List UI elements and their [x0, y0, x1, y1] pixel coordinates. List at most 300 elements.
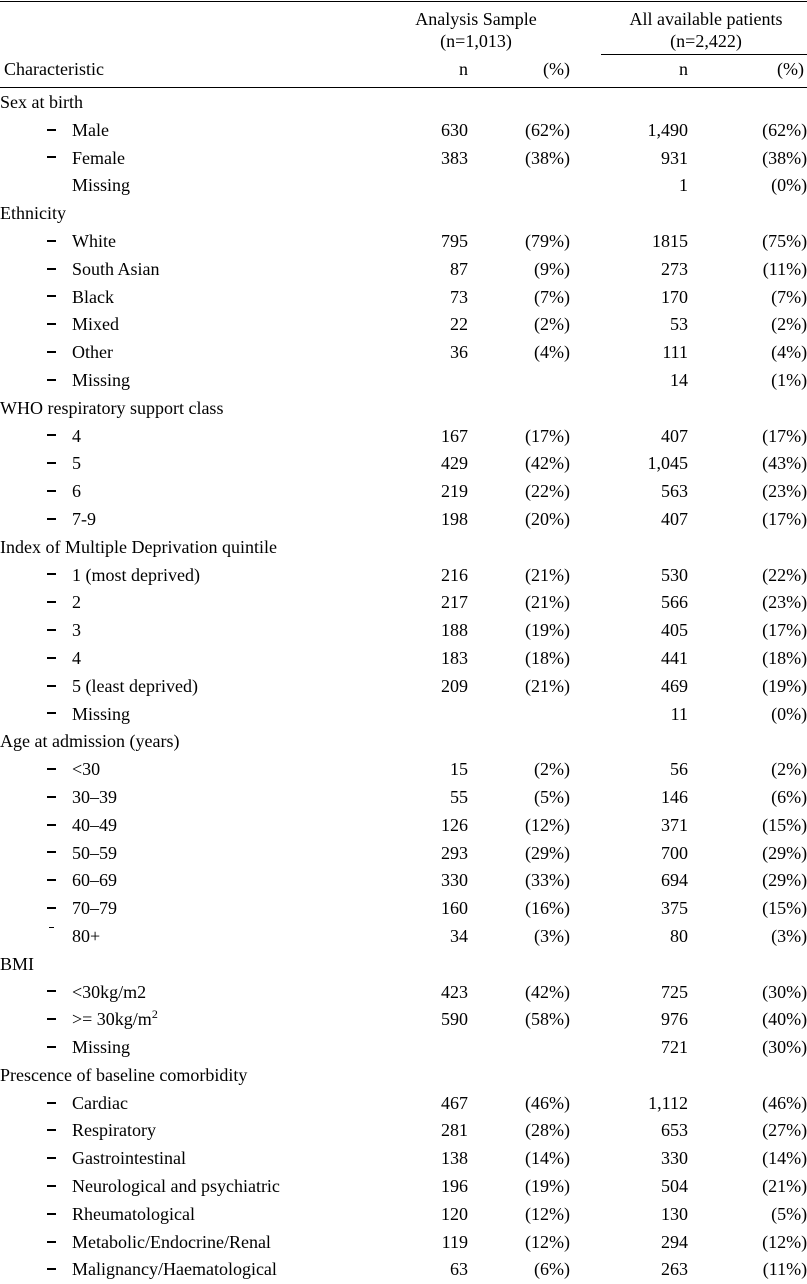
bullet-cell: [30, 1090, 72, 1118]
table-row: [0, 923, 807, 951]
cell-n1: 209: [441, 675, 468, 696]
cell-p2: (30%): [762, 981, 807, 1002]
bullet-cell: [30, 1201, 72, 1229]
row-label-cell: [72, 172, 400, 200]
bullet-cell: [30, 1229, 72, 1257]
table-row: [0, 979, 807, 1007]
row-label-cell: [72, 895, 400, 923]
bullet-cell: [30, 311, 72, 339]
cell-p1: (58%): [525, 1009, 570, 1030]
indent-cell: [0, 1034, 30, 1062]
row-label-cell: [72, 117, 400, 145]
indent-cell: [0, 228, 30, 256]
column-header-pct2: (%): [777, 59, 804, 79]
cell-n1: 590: [441, 1009, 468, 1030]
bullet-cell: [30, 367, 72, 395]
bullet-cell: [30, 423, 72, 451]
dash-icon: [47, 1268, 56, 1270]
row-label: 70–79: [72, 898, 117, 919]
dash-icon: [47, 462, 56, 464]
table-row: [0, 450, 807, 478]
table-row: [0, 867, 807, 895]
category-row: [0, 534, 807, 562]
bullet-cell: [30, 562, 72, 590]
bullet-cell: [30, 645, 72, 673]
row-label-cell: [72, 339, 400, 367]
superscript: 2: [151, 1007, 158, 1022]
cell-p1: (22%): [525, 481, 570, 502]
cell-p1: [468, 172, 570, 200]
cell-p2: (6%): [771, 786, 807, 807]
row-label: Other: [72, 342, 113, 363]
row-label: Missing: [72, 175, 131, 196]
cell-n1: 119: [441, 1231, 468, 1252]
cell-n2: 566: [661, 592, 688, 613]
cell-p2: (3%): [771, 925, 807, 946]
cell-p1: (29%): [525, 842, 570, 863]
dash-icon: [47, 156, 56, 158]
cell-n2: 563: [661, 481, 688, 502]
row-label: Respiratory: [72, 1120, 156, 1141]
row-label-cell: [72, 701, 400, 729]
cell-n1: 429: [441, 453, 468, 474]
group-header-all-count: (n=2,422): [670, 31, 742, 51]
cell-n2: 441: [661, 647, 688, 668]
row-label-cell: [72, 979, 400, 1007]
table-row: [0, 145, 807, 173]
indent-cell: [0, 145, 30, 173]
dash-icon: [49, 927, 54, 928]
cell-p2: (7%): [771, 286, 807, 307]
cell-n1: 15: [450, 759, 468, 780]
indent-cell: [0, 784, 30, 812]
bullet-cell: [30, 867, 72, 895]
cell-p2: (1%): [771, 369, 807, 390]
dash-icon: [47, 657, 56, 659]
cell-p2: (5%): [771, 1203, 807, 1224]
cell-n2: 407: [661, 425, 688, 446]
cell-p1: (21%): [525, 564, 570, 585]
dash-icon: [47, 379, 56, 381]
table-row: [0, 117, 807, 145]
row-label-cell: [72, 867, 400, 895]
cell-p1: (20%): [525, 508, 570, 529]
category-row: [0, 200, 807, 228]
dash-icon: [47, 295, 56, 297]
row-label: Metabolic/Endocrine/Renal: [72, 1231, 271, 1252]
cell-n2: 263: [661, 1259, 688, 1280]
row-label: Gastrointestinal: [72, 1148, 186, 1169]
top-rule: [0, 1, 807, 2]
category-label: Index of Multiple Deprivation quintile: [0, 536, 277, 557]
row-label: 2: [72, 592, 81, 613]
bullet-cell: [30, 284, 72, 312]
cell-p1: (2%): [534, 759, 570, 780]
cell-n1: 36: [450, 342, 468, 363]
table-row: [0, 895, 807, 923]
indent-cell: [0, 1117, 30, 1145]
row-label: <30kg/m2: [72, 981, 147, 1002]
indent-cell: [0, 117, 30, 145]
indent-cell: [0, 979, 30, 1007]
dash-icon: [47, 990, 56, 992]
cell-n1: 188: [441, 620, 468, 641]
cell-n1: 138: [441, 1148, 468, 1169]
cell-p2: (23%): [762, 592, 807, 613]
cell-p1: [468, 1034, 570, 1062]
cell-p2: (2%): [771, 314, 807, 335]
cell-p1: (2%): [534, 314, 570, 335]
bullet-cell: [30, 1006, 72, 1034]
cell-n1: 795: [441, 230, 468, 251]
cell-p2: (11%): [762, 1259, 807, 1280]
dash-icon: [47, 490, 56, 492]
cell-n2: 146: [661, 786, 688, 807]
row-label-cell: [72, 1034, 400, 1062]
cell-n2: 1815: [652, 230, 688, 251]
indent-cell: [0, 339, 30, 367]
table-row: [0, 1201, 807, 1229]
cell-p1: (6%): [534, 1259, 570, 1280]
indent-cell: [0, 673, 30, 701]
table-row: [0, 784, 807, 812]
dash-icon: [47, 1102, 56, 1104]
cell-p2: (17%): [762, 508, 807, 529]
group-underline-rule: [601, 54, 807, 55]
cell-n1: 87: [450, 258, 468, 279]
table-row: [0, 1090, 807, 1118]
row-label-cell: [72, 812, 400, 840]
dash-icon: [47, 601, 56, 603]
bullet-cell: [30, 478, 72, 506]
cell-n2: 11: [670, 703, 688, 724]
row-label-cell: [72, 478, 400, 506]
row-label-cell: [72, 256, 400, 284]
cell-p1: (7%): [534, 286, 570, 307]
indent-cell: [0, 506, 30, 534]
row-label: Missing: [72, 369, 131, 390]
bullet-cell: [30, 1117, 72, 1145]
indent-cell: [0, 923, 30, 951]
row-label-cell: [72, 284, 400, 312]
row-label-cell: [72, 923, 400, 951]
cell-p1: [468, 701, 570, 729]
cell-p1: (14%): [525, 1148, 570, 1169]
cell-n1: [400, 172, 468, 200]
row-label-cell: [72, 506, 400, 534]
row-label-cell: [72, 1145, 400, 1173]
table-row: [0, 673, 807, 701]
bullet-cell: [30, 339, 72, 367]
cell-p2: (29%): [762, 870, 807, 891]
cell-n1: 120: [441, 1203, 468, 1224]
dash-icon: [47, 1213, 56, 1215]
row-label-cell: [72, 840, 400, 868]
indent-cell: [0, 1201, 30, 1229]
indent-cell: [0, 423, 30, 451]
cell-p1: (46%): [525, 1092, 570, 1113]
cell-n1: 630: [441, 119, 468, 140]
row-label-cell: [72, 367, 400, 395]
dash-icon: [47, 1157, 56, 1159]
row-label: 60–69: [72, 870, 117, 891]
cell-p1: (33%): [525, 870, 570, 891]
cell-n1: [400, 701, 468, 729]
dash-icon: [47, 323, 56, 325]
cell-n1: 73: [450, 286, 468, 307]
cell-n1: 216: [441, 564, 468, 585]
row-label-cell: [72, 1173, 400, 1201]
row-label: Missing: [72, 1037, 131, 1058]
indent-cell: [0, 812, 30, 840]
indent-cell: [0, 589, 30, 617]
cell-n1: 126: [441, 814, 468, 835]
cell-p1: (16%): [525, 898, 570, 919]
cell-n1: 63: [450, 1259, 468, 1280]
bullet-cell: [30, 923, 72, 951]
cell-n1: [400, 1034, 468, 1062]
bullet-cell: [30, 701, 72, 729]
cell-n2: 407: [661, 508, 688, 529]
category-label: Prescence of baseline comorbidity: [0, 1064, 248, 1085]
cell-n2: 725: [661, 981, 688, 1002]
dash-icon: [47, 434, 56, 436]
row-label: 4: [72, 647, 81, 668]
row-label-cell: [72, 145, 400, 173]
cell-n1: 423: [441, 981, 468, 1002]
bullet-cell: [30, 840, 72, 868]
row-label-cell: [72, 311, 400, 339]
cell-n1: 22: [450, 314, 468, 335]
row-label: South Asian: [72, 258, 160, 279]
cell-p1: (9%): [534, 258, 570, 279]
cell-p1: [468, 367, 570, 395]
dash-icon: [47, 518, 56, 520]
row-label-cell: [72, 1117, 400, 1145]
indent-cell: [0, 1229, 30, 1257]
category-label: Ethnicity: [0, 203, 66, 224]
dash-icon: [47, 796, 56, 798]
cell-n2: 294: [661, 1231, 688, 1252]
indent-cell: [0, 450, 30, 478]
row-label-cell: [72, 450, 400, 478]
cell-n1: 383: [441, 147, 468, 168]
bullet-cell: [30, 589, 72, 617]
indent-cell: [0, 1173, 30, 1201]
cell-p2: (15%): [762, 898, 807, 919]
category-label: Sex at birth: [0, 92, 83, 112]
row-label: 80+: [72, 925, 101, 946]
row-label: >= 30kg/m: [72, 1009, 152, 1030]
cell-p1: (19%): [525, 1176, 570, 1197]
cell-n1: 167: [441, 425, 468, 446]
category-row: [0, 1062, 807, 1090]
table-row: [0, 1145, 807, 1173]
cell-n1: 330: [441, 870, 468, 891]
cell-p2: (19%): [762, 675, 807, 696]
cell-n2: 56: [670, 759, 688, 780]
row-label: Neurological and psychiatric: [72, 1176, 280, 1197]
dash-icon: [47, 573, 56, 575]
header-bottom-rule: [0, 87, 807, 88]
category-label: BMI: [0, 953, 35, 974]
indent-cell: [0, 367, 30, 395]
cell-p1: (38%): [525, 147, 570, 168]
cell-n2: 530: [661, 564, 688, 585]
dash-icon: [47, 268, 56, 270]
category-row: [0, 89, 807, 117]
cell-n1: 219: [441, 481, 468, 502]
cell-n2: 273: [661, 258, 688, 279]
cell-p1: (4%): [534, 342, 570, 363]
cell-n1: 281: [441, 1120, 468, 1141]
cell-p2: (62%): [762, 119, 807, 140]
table-row: [0, 562, 807, 590]
bullet-cell: [30, 256, 72, 284]
table-row: [0, 506, 807, 534]
bullet-cell: [30, 506, 72, 534]
cell-p1: (12%): [525, 1203, 570, 1224]
indent-cell: [0, 256, 30, 284]
bullet-cell: [30, 1034, 72, 1062]
indent-cell: [0, 478, 30, 506]
column-header-pct1: (%): [543, 59, 570, 79]
cell-n2: 130: [661, 1203, 688, 1224]
cell-p1: (18%): [525, 647, 570, 668]
cell-p1: (12%): [525, 1231, 570, 1252]
row-label-cell: [72, 228, 400, 256]
row-label-cell: [72, 1201, 400, 1229]
group-header-all-title: All available patients: [629, 9, 783, 29]
cell-n2: 375: [661, 898, 688, 919]
dash-icon: [47, 851, 56, 853]
row-label-cell: [72, 756, 400, 784]
row-label: Missing: [72, 703, 131, 724]
dash-icon: [47, 1129, 56, 1131]
category-row: [0, 728, 807, 756]
cell-p1: (12%): [525, 814, 570, 835]
bullet-cell: [30, 450, 72, 478]
table-row: [0, 284, 807, 312]
table-row: [0, 367, 807, 395]
indent-cell: [0, 311, 30, 339]
row-label-cell: [72, 645, 400, 673]
cell-n2: 976: [661, 1009, 688, 1030]
cell-n1: 196: [441, 1176, 468, 1197]
cell-n2: 504: [661, 1176, 688, 1197]
cell-n2: 14: [670, 369, 688, 390]
row-label: 6: [72, 481, 81, 502]
table-row: [0, 756, 807, 784]
cell-n1: 55: [450, 786, 468, 807]
group-header-analysis-title: Analysis Sample: [415, 9, 537, 29]
row-label: Malignancy/Haematological: [72, 1259, 277, 1280]
dash-icon: [47, 240, 56, 242]
cell-p2: (22%): [762, 564, 807, 585]
cell-p2: (46%): [762, 1092, 807, 1113]
row-label-cell: [72, 617, 400, 645]
cell-n1: 160: [441, 898, 468, 919]
table-row: [0, 478, 807, 506]
cell-p1: (17%): [525, 425, 570, 446]
cell-p1: (79%): [525, 230, 570, 251]
cell-p1: (3%): [534, 925, 570, 946]
cell-n2: 931: [661, 147, 688, 168]
cell-n1: 293: [441, 842, 468, 863]
cell-n1: 217: [441, 592, 468, 613]
cell-p2: (15%): [762, 814, 807, 835]
dash-icon: [47, 1185, 56, 1187]
category-label: WHO respiratory support class: [0, 397, 224, 418]
dash-icon: [47, 712, 56, 714]
indent-cell: [0, 1090, 30, 1118]
table-row: [0, 1173, 807, 1201]
row-label: 3: [72, 620, 81, 641]
row-label: <30: [72, 759, 101, 780]
cell-n1: 34: [450, 925, 468, 946]
bullet-cell: [30, 117, 72, 145]
indent-cell: [0, 867, 30, 895]
dash-icon: [47, 129, 56, 131]
row-label: 7-9: [72, 508, 96, 529]
cell-n2: 170: [661, 286, 688, 307]
row-label: Rheumatological: [72, 1203, 195, 1224]
table-row: [0, 589, 807, 617]
cell-p2: (2%): [771, 759, 807, 780]
table-row: [0, 1034, 807, 1062]
cell-n1: 183: [441, 647, 468, 668]
cell-n2: 1,045: [647, 453, 688, 474]
bullet-cell: [30, 1173, 72, 1201]
cell-p2: (0%): [771, 175, 807, 196]
cell-p2: (4%): [771, 342, 807, 363]
bullet-cell: [30, 784, 72, 812]
category-label: Age at admission (years): [0, 731, 180, 752]
cell-p1: (21%): [525, 675, 570, 696]
row-label-cell: [72, 1229, 400, 1257]
cell-n2: 469: [661, 675, 688, 696]
bullet-cell: [30, 673, 72, 701]
cell-p2: (40%): [762, 1009, 807, 1030]
cell-p1: (42%): [525, 981, 570, 1002]
cell-p1: (21%): [525, 592, 570, 613]
column-header-n1: n: [459, 59, 468, 79]
row-label: 30–39: [72, 786, 117, 807]
cell-p1: (28%): [525, 1120, 570, 1141]
cell-p2: (0%): [771, 703, 807, 724]
row-label-cell: [72, 673, 400, 701]
row-label: White: [72, 230, 116, 251]
cell-n2: 371: [661, 814, 688, 835]
cell-n2: 694: [661, 870, 688, 891]
table-row: [0, 1117, 807, 1145]
dash-icon: [47, 685, 56, 687]
cell-n2: 80: [670, 925, 688, 946]
bullet-cell: [30, 172, 72, 200]
cell-n2: 53: [670, 314, 688, 335]
category-row: [0, 395, 807, 423]
table-row: [0, 812, 807, 840]
row-label-cell: [72, 562, 400, 590]
indent-cell: [0, 645, 30, 673]
row-label: 50–59: [72, 842, 117, 863]
row-label: Female: [72, 147, 125, 168]
table-row: [0, 228, 807, 256]
table-row: [0, 840, 807, 868]
column-header-n2: n: [679, 59, 688, 79]
table-row: [0, 617, 807, 645]
row-label: 40–49: [72, 814, 117, 835]
